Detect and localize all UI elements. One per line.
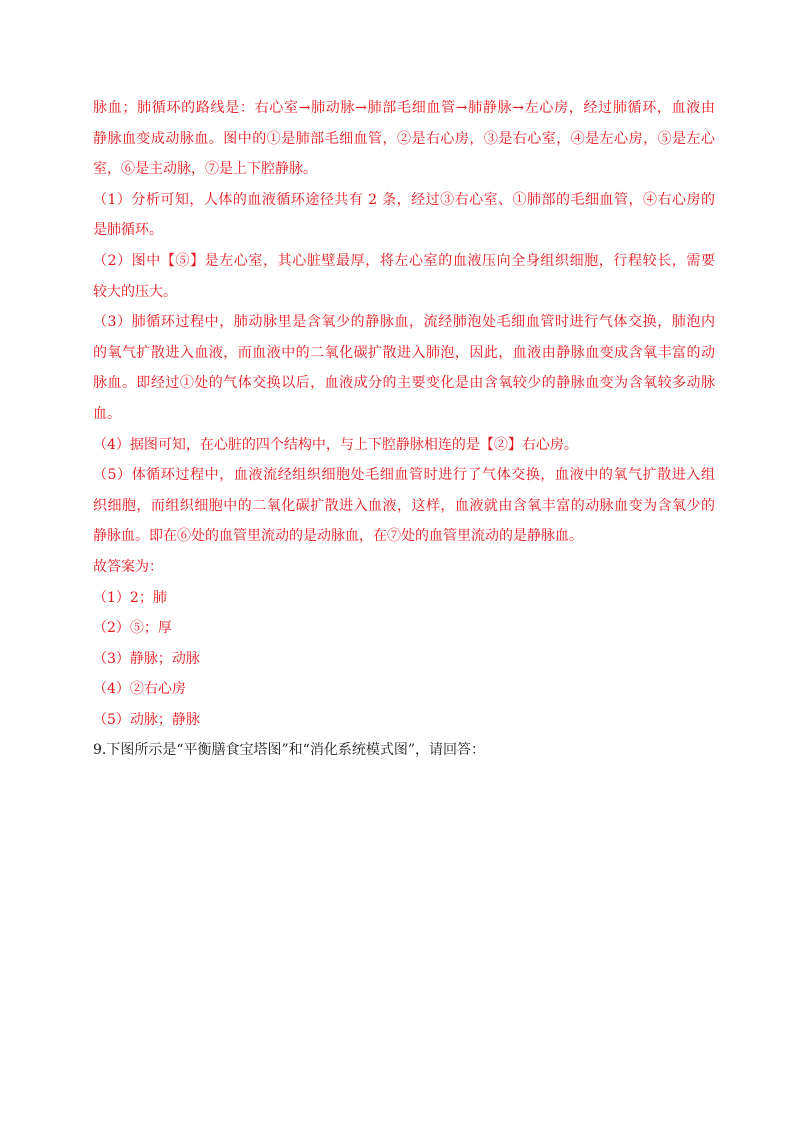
question-9-text: 9.下图所示是“平衡膳食宝塔图”和“消化系统模式图”，请回答：	[93, 742, 485, 759]
analysis-line: （5）体循环过程中，血液流经组织细胞处毛细血管时进行了气体交换，血液中的氧气扩散进入组	[93, 467, 715, 484]
analysis-line: （1）分析可知，人体的血液循环途径共有 2 条，经过③右心室、①肺部的毛细血管，④右心房的	[93, 191, 715, 208]
analysis-line: 静脉血变成动脉血。图中的①是肺部毛细血管，②是右心房，③是右心室，④是左心房，⑤是左心	[93, 130, 715, 147]
analysis-line: 脉血。即经过①处的气体交换以后，血液成分的主要变化是由含氧较少的静脉血变为含氧较多动脉	[93, 375, 715, 392]
analysis-line: 织细胞，而组织细胞中的二氧化碳扩散进入血液，这样，血液就由含氧丰富的动脉血变为含氧少的	[93, 497, 715, 514]
answer-item: （1）2；肺	[93, 589, 167, 606]
answer-item: （5）动脉；静脉	[93, 711, 200, 728]
answer-explanation	[93, 93, 715, 766]
answer-item: （3）静脉；动脉	[93, 650, 200, 667]
analysis-line: 血。	[93, 405, 121, 422]
analysis-line: （3）肺循环过程中，肺动脉里是含氧少的静脉血，流经肺泡处毛细血管时进行气体交换，肺泡内	[93, 314, 715, 331]
analysis-line: 室，⑥是主动脉，⑦是上下腔静脉。	[93, 161, 317, 178]
answer-item: （2）⑤；厚	[93, 620, 172, 637]
analysis-line: 脉血；肺循环的路线是：右心室→肺动脉→肺部毛细血管→肺静脉→左心房，经过肺循环，血液由	[93, 100, 715, 116]
analysis-line: （4）据图可知，在心脏的四个结构中，与上下腔静脉相连的是【②】右心房。	[93, 436, 578, 453]
answers-intro: 故答案为：	[93, 558, 163, 575]
analysis-line: 静脉血。即在⑥处的血管里流动的是动脉血，在⑦处的血管里流动的是静脉血。	[93, 528, 583, 545]
analysis-line: 较大的压大。	[93, 283, 177, 300]
answer-item: （4）②右心房	[93, 681, 186, 698]
analysis-line: （2）图中【⑤】是左心室，其心脏壁最厚，将左心室的血液压向全身组织细胞，行程较长，需要	[93, 252, 715, 269]
analysis-line: 的氧气扩散进入血液，而血液中的二氧化碳扩散进入肺泡，因此，血液由静脉血变成含氧丰富的动	[93, 344, 715, 361]
analysis-line: 是肺循环。	[93, 222, 163, 239]
